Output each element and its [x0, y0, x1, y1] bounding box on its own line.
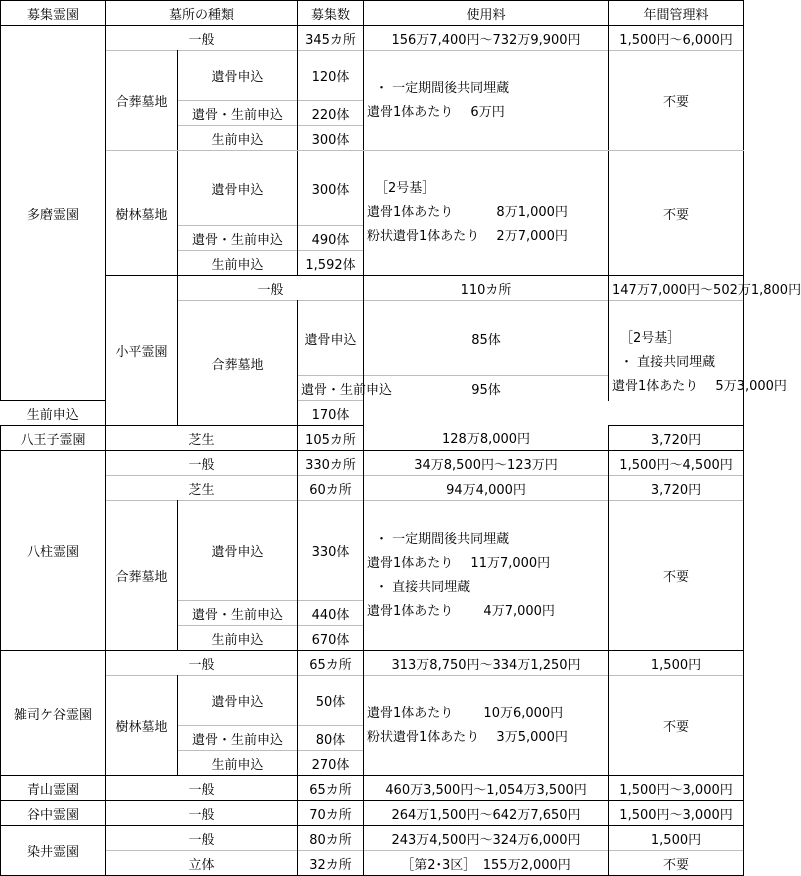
group-label: 樹林墓地 [106, 151, 178, 276]
plot-count: 300体 [298, 126, 364, 151]
header-count: 募集数 [298, 1, 364, 26]
group-label: 合葬墓地 [178, 301, 298, 426]
plot-count: 50体 [298, 676, 364, 726]
fee-line: 遺骨1体あたり 8万1,000円 [367, 205, 568, 220]
plot-type: 一般 [106, 776, 298, 801]
table-row [1, 476, 744, 501]
table-row [1, 51, 744, 101]
plot-mgmt: 不要 [609, 676, 744, 776]
plot-count: 300体 [298, 151, 364, 226]
plot-count: 70カ所 [298, 801, 364, 826]
plot-type: 生前申込 [178, 251, 298, 276]
plot-type: 一般 [106, 26, 298, 51]
plot-count: 95体 [364, 376, 609, 401]
plot-type: 遺骨申込 [178, 676, 298, 726]
table-row [1, 501, 744, 601]
fee-line: ・ 一定期間後共同埋蔵 [375, 531, 510, 547]
plot-fee: 313万8,750円～334万1,250円 [364, 651, 609, 676]
plot-type: 遺骨申込 [298, 301, 364, 376]
plot-count: 490体 [298, 226, 364, 251]
plot-fee [364, 51, 609, 151]
plot-count: 170体 [298, 401, 364, 426]
plot-fee [364, 676, 609, 776]
plot-count: 220体 [298, 101, 364, 126]
plot-fee [609, 301, 787, 426]
fee-line: 遺骨1体あたり 11万7,000円 [367, 555, 551, 571]
plot-count: 345カ所 [298, 26, 364, 51]
plot-type: 遺骨申込 [178, 501, 298, 601]
plot-fee: 264万1,500円～642万7,650円 [364, 801, 609, 826]
plot-type: 生前申込 [178, 126, 298, 151]
plot-type: 遺骨・生前申込 [178, 101, 298, 126]
header-plot-type: 墓所の種類 [106, 1, 298, 26]
fee-line: ・ 直接共同埋蔵 [375, 579, 471, 595]
plot-mgmt: 1,500円～3,000円 [609, 776, 744, 801]
fee-line: ［2号基］ [620, 331, 681, 346]
plot-mgmt: 3,720円 [609, 426, 744, 451]
plot-fee: 147万7,000円～502万1,800円 [609, 276, 744, 301]
header-fee: 使用料 [364, 1, 609, 26]
plot-count: 1,592体 [298, 251, 364, 276]
plot-type: 生前申込 [1, 401, 106, 426]
cemetery-name: 八王子霊園 [1, 426, 106, 451]
table-row [1, 151, 744, 226]
plot-type: 一般 [178, 276, 364, 301]
plot-mgmt: 不要 [609, 151, 744, 276]
plot-mgmt: 1,500円 [609, 651, 744, 676]
table-row [1, 451, 744, 476]
plot-type: 一般 [106, 651, 298, 676]
cemetery-name: 小平霊園 [106, 276, 178, 426]
plot-count: 85体 [364, 301, 609, 376]
plot-type: 生前申込 [178, 751, 298, 776]
plot-count: 32カ所 [298, 851, 364, 876]
plot-count: 330体 [298, 501, 364, 601]
fee-line: ・ 一定期間後共同埋蔵 [375, 80, 510, 96]
plot-mgmt: 不要 [609, 501, 744, 651]
plot-type: 一般 [106, 826, 298, 851]
plot-count: 60カ所 [298, 476, 364, 501]
plot-count: 270体 [298, 751, 364, 776]
plot-count: 120体 [298, 51, 364, 101]
group-label: 合葬墓地 [106, 51, 178, 151]
fee-line: ［2号基］ [375, 181, 436, 196]
table-row [1, 276, 744, 301]
plot-type: 立体 [106, 851, 298, 876]
plot-mgmt: 1,500円～4,500円 [609, 451, 744, 476]
table-row [1, 26, 744, 51]
group-label: 樹林墓地 [106, 676, 178, 776]
plot-fee: 460万3,500円～1,054万3,500円 [364, 776, 609, 801]
plot-type: 芝生 [106, 476, 298, 501]
cemetery-name: 染井霊園 [1, 826, 106, 876]
plot-fee [364, 501, 609, 651]
plot-count: 80体 [298, 726, 364, 751]
plot-fee: 94万4,000円 [364, 476, 609, 501]
table-row [1, 776, 744, 801]
plot-mgmt: 1,500円～3,000円 [609, 801, 744, 826]
cemetery-name: 青山霊園 [1, 776, 106, 801]
plot-mgmt: 1,500円～6,000円 [609, 26, 744, 51]
plot-type: 一般 [106, 801, 298, 826]
cemetery-name: 谷中霊園 [1, 801, 106, 826]
plot-type: 遺骨・生前申込 [178, 226, 298, 251]
plot-fee: 156万7,400円～732万9,900円 [364, 26, 609, 51]
plot-count: 110カ所 [364, 276, 609, 301]
plot-type: 一般 [106, 451, 298, 476]
plot-mgmt: 不要 [609, 851, 744, 876]
cemetery-name: 八柱霊園 [1, 451, 106, 651]
fee-line: ・ 直接共同埋蔵 [620, 355, 716, 370]
plot-count: 105カ所 [298, 426, 364, 451]
table-row [1, 426, 744, 451]
fee-line: 粉状遺骨1体あたり 3万5,000円 [367, 729, 568, 745]
plot-count: 65カ所 [298, 776, 364, 801]
plot-count: 440体 [298, 601, 364, 626]
table-row [1, 826, 744, 851]
table-row [1, 801, 744, 826]
plot-type: 芝生 [106, 426, 298, 451]
plot-count: 80カ所 [298, 826, 364, 851]
plot-mgmt: 不要 [609, 51, 744, 151]
plot-count: 65カ所 [298, 651, 364, 676]
plot-type: 遺骨・生前申込 [178, 726, 298, 751]
plot-mgmt: 3,720円 [609, 476, 744, 501]
plot-count: 330カ所 [298, 451, 364, 476]
fee-line: 粉状遺骨1体あたり 2万7,000円 [367, 229, 568, 244]
plot-type: 遺骨申込 [178, 51, 298, 101]
fee-line: 遺骨1体あたり 10万6,000円 [367, 705, 564, 721]
plot-type: 遺骨申込 [178, 151, 298, 226]
cemetery-name: 雑司ケ谷霊園 [1, 651, 106, 776]
fee-line: 遺骨1体あたり 4万7,000円 [367, 603, 555, 619]
fee-line: 遺骨1体あたり 5万3,000円 [612, 379, 787, 394]
table-row [1, 676, 744, 726]
plot-fee: 243万4,500円～324万6,000円 [364, 826, 609, 851]
header-mgmt: 年間管理料 [609, 1, 744, 26]
plot-type: 遺骨・生前申込 [298, 376, 364, 401]
header-cemetery: 募集霊園 [1, 1, 106, 26]
plot-fee [364, 151, 609, 276]
plot-fee: ［第2･3区］ 155万2,000円 [364, 851, 609, 876]
table-row [1, 851, 744, 876]
plot-count: 670体 [298, 626, 364, 651]
plot-type: 遺骨・生前申込 [178, 601, 298, 626]
plot-type: 生前申込 [178, 626, 298, 651]
group-label: 合葬墓地 [106, 501, 178, 651]
plot-mgmt: 1,500円 [609, 826, 744, 851]
header-row [1, 1, 744, 26]
cemetery-name: 多磨霊園 [1, 26, 106, 401]
fee-line: 遺骨1体あたり 6万円 [367, 104, 505, 120]
plot-fee: 34万8,500円～123万円 [364, 451, 609, 476]
table-row [1, 651, 744, 676]
plot-fee: 128万8,000円 [364, 426, 609, 451]
